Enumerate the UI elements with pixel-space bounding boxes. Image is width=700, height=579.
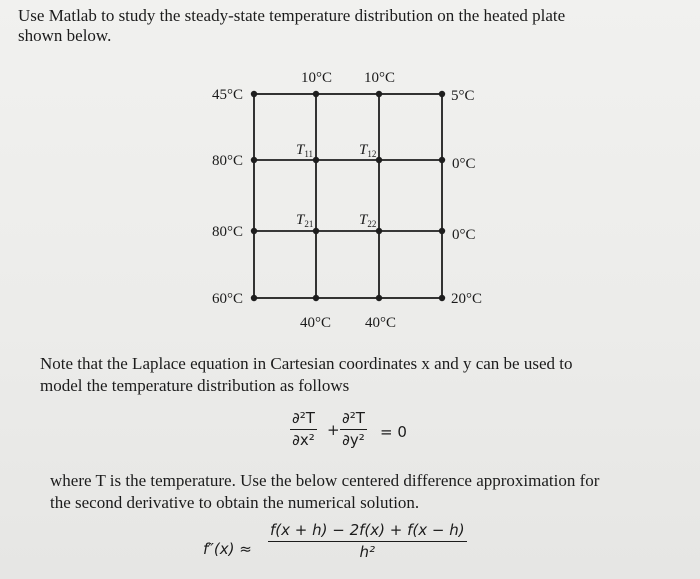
where-line-1: where T is the temperature. Use the below centered difference approximation for [50,471,600,490]
label-right-row1: 0°C [452,156,476,172]
where-line-2: the second derivative to obtain the numerical solution. [50,493,420,512]
intro-line-1: Use Matlab to study the steady-state temperature distribution on the heated plate [18,6,566,25]
plate-outline [254,94,442,298]
node-left-row2 [251,228,257,234]
grid-nodes [251,91,445,301]
node-top-left [251,91,257,97]
node-right-row1 [439,157,445,163]
node-t22 [376,228,382,234]
laplace-fraction-y [340,409,367,449]
node-bottom-left [251,295,257,301]
laplace-denominator-y: ∂y² [342,431,365,449]
node-top-mid2 [376,91,382,97]
node-bottom-mid1 [313,295,319,301]
label-bottom-left: 60°C [212,291,244,307]
note-line-2: model the temperature distribution as follows [40,376,350,395]
node-label-t22: $T_{22}$ [359,212,377,229]
node-top-mid1 [313,91,319,97]
node-label-t21: $T_{21}$ [296,212,314,229]
note-line-1: Note that the Laplace equation in Cartesian coordinates x and y can be used to [40,354,573,373]
difference-lhs: f″(x) ≈ [203,540,252,558]
node-bottom-mid2 [376,295,382,301]
node-bottom-right [439,295,445,301]
label-left-row2: 80°C [212,224,244,240]
label-top-mid1: 10°C [301,70,333,86]
laplace-rhs: = 0 [380,423,407,441]
laplace-fraction-x [290,409,317,449]
node-label-t12: $T_{12}$ [359,142,377,159]
plate-grid [254,94,442,298]
label-bottom-mid1: 40°C [300,315,332,331]
label-left-row1: 80°C [212,153,244,169]
node-right-row2 [439,228,445,234]
label-top-right: 5°C [451,88,475,104]
node-top-right [439,91,445,97]
node-t11 [313,157,319,163]
node-label-t11: $T_{11}$ [296,142,314,159]
difference-denominator: h² [359,543,376,561]
laplace-numerator-y: ∂²T [340,409,367,430]
label-top-left: 45°C [212,87,244,103]
node-t21 [313,228,319,234]
difference-numerator: f(x + h) − 2f(x) + f(x − h) [268,521,467,542]
difference-fraction [268,521,467,561]
label-bottom-right: 20°C [451,291,483,307]
laplace-plus: + [327,421,340,439]
intro-line-2: shown below. [18,26,112,45]
label-top-mid2: 10°C [364,70,396,86]
node-t12 [376,157,382,163]
laplace-denominator-x: ∂x² [292,431,315,449]
node-left-row1 [251,157,257,163]
laplace-numerator-x: ∂²T [290,409,317,430]
label-right-row2: 0°C [452,227,476,243]
label-bottom-mid2: 40°C [365,315,397,331]
